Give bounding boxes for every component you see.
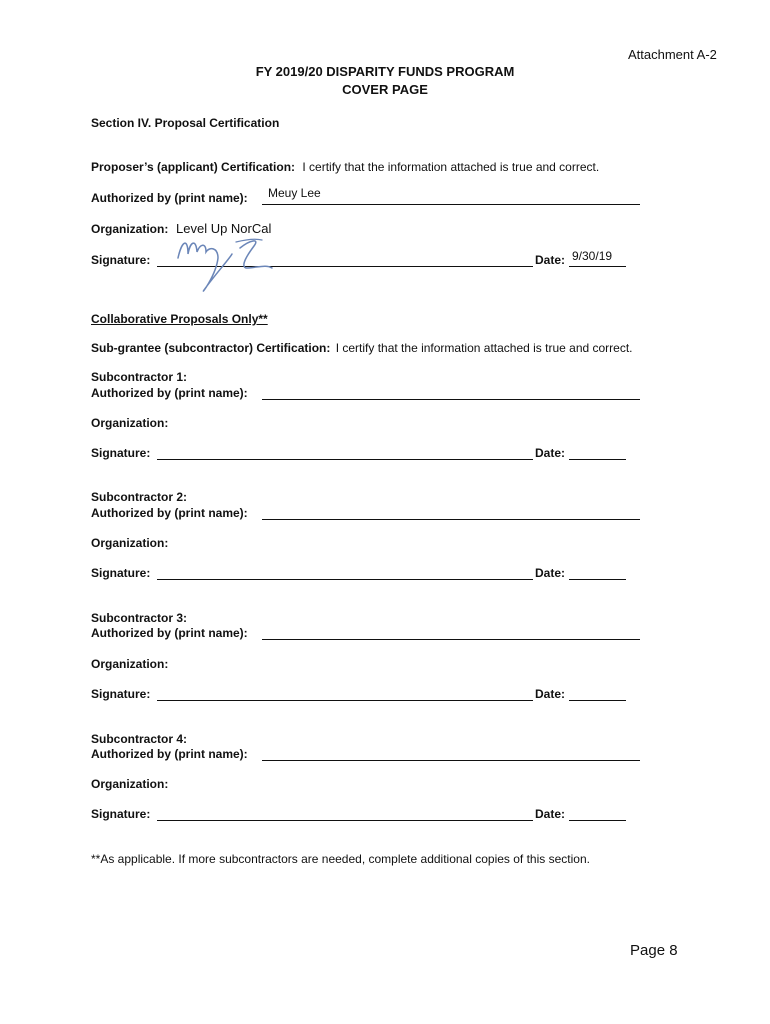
- page-number: Page 8: [630, 942, 678, 959]
- proposer-cert-label: Proposer’s (applicant) Certification:: [91, 160, 296, 174]
- section-title: Section IV. Proposal Certification: [91, 116, 280, 130]
- sub1-authorized-label: Authorized by (print name):: [91, 386, 248, 400]
- subcontractor-title: Subcontractor 4:: [91, 732, 188, 746]
- proposer-signature-label: Signature:: [91, 253, 151, 267]
- sub4-organization-label: Organization:: [91, 777, 169, 791]
- sub1-signature-line[interactable]: [157, 459, 533, 460]
- sub1-signature-label: Signature:: [91, 446, 151, 460]
- proposer-cert-text: I certify that the information attached is true and correct.: [302, 160, 600, 174]
- handwritten-signature: [170, 218, 290, 298]
- sub4-signature-label: Signature:: [91, 807, 151, 821]
- sub2-date-label: Date:: [535, 566, 566, 580]
- sub3-date-label: Date:: [535, 687, 566, 701]
- sub2-date-line[interactable]: [569, 579, 626, 580]
- sub3-signature-label: Signature:: [91, 687, 151, 701]
- sub3-date-line[interactable]: [569, 700, 626, 701]
- proposer-authorized-line[interactable]: [262, 204, 640, 205]
- subcontractor-title: Subcontractor 2:: [91, 490, 188, 504]
- proposer-date-line[interactable]: [569, 266, 626, 267]
- sub2-authorized-line[interactable]: [262, 519, 640, 520]
- sub3-organization-label: Organization:: [91, 657, 169, 671]
- proposer-authorized-value[interactable]: Meuy Lee: [268, 186, 321, 200]
- sub3-signature-line[interactable]: [157, 700, 533, 701]
- proposer-organization-label: Organization:: [91, 222, 169, 236]
- subcontractor-title: Subcontractor 1:: [91, 370, 188, 384]
- footnote: **As applicable. If more subcontractors are needed, complete additional copies of this section.: [91, 852, 590, 866]
- subgrantee-cert-label: Sub-grantee (subcontractor) Certification:: [91, 341, 331, 355]
- sub1-authorized-line[interactable]: [262, 399, 640, 400]
- sub4-authorized-line[interactable]: [262, 760, 640, 761]
- page-title: FY 2019/20 DISPARITY FUNDS PROGRAM: [255, 64, 515, 79]
- sub4-date-line[interactable]: [569, 820, 626, 821]
- proposer-date-label: Date:: [535, 253, 566, 267]
- sub4-signature-line[interactable]: [157, 820, 533, 821]
- proposer-certification: [91, 160, 599, 174]
- sub3-authorized-label: Authorized by (print name):: [91, 626, 248, 640]
- sub1-organization-label: Organization:: [91, 416, 169, 430]
- page-subtitle: COVER PAGE: [342, 82, 428, 97]
- subgrantee-certification: [91, 341, 633, 355]
- proposer-organization-value[interactable]: Level Up NorCal: [176, 221, 272, 236]
- sub4-authorized-label: Authorized by (print name):: [91, 747, 248, 761]
- sub2-signature-label: Signature:: [91, 566, 151, 580]
- sub3-authorized-line[interactable]: [262, 639, 640, 640]
- sub1-date-label: Date:: [535, 446, 566, 460]
- collaborative-heading: Collaborative Proposals Only**: [91, 312, 268, 326]
- sub1-date-line[interactable]: [569, 459, 626, 460]
- sub2-organization-label: Organization:: [91, 536, 169, 550]
- attachment-label: Attachment A-2: [628, 47, 717, 62]
- proposer-authorized-label: Authorized by (print name):: [91, 191, 248, 205]
- sub4-date-label: Date:: [535, 807, 566, 821]
- sub2-authorized-label: Authorized by (print name):: [91, 506, 248, 520]
- sub2-signature-line[interactable]: [157, 579, 533, 580]
- proposer-date-value[interactable]: 9/30/19: [572, 249, 613, 263]
- subgrantee-cert-text: I certify that the information attached is true and correct.: [335, 341, 633, 355]
- subcontractor-title: Subcontractor 3:: [91, 611, 188, 625]
